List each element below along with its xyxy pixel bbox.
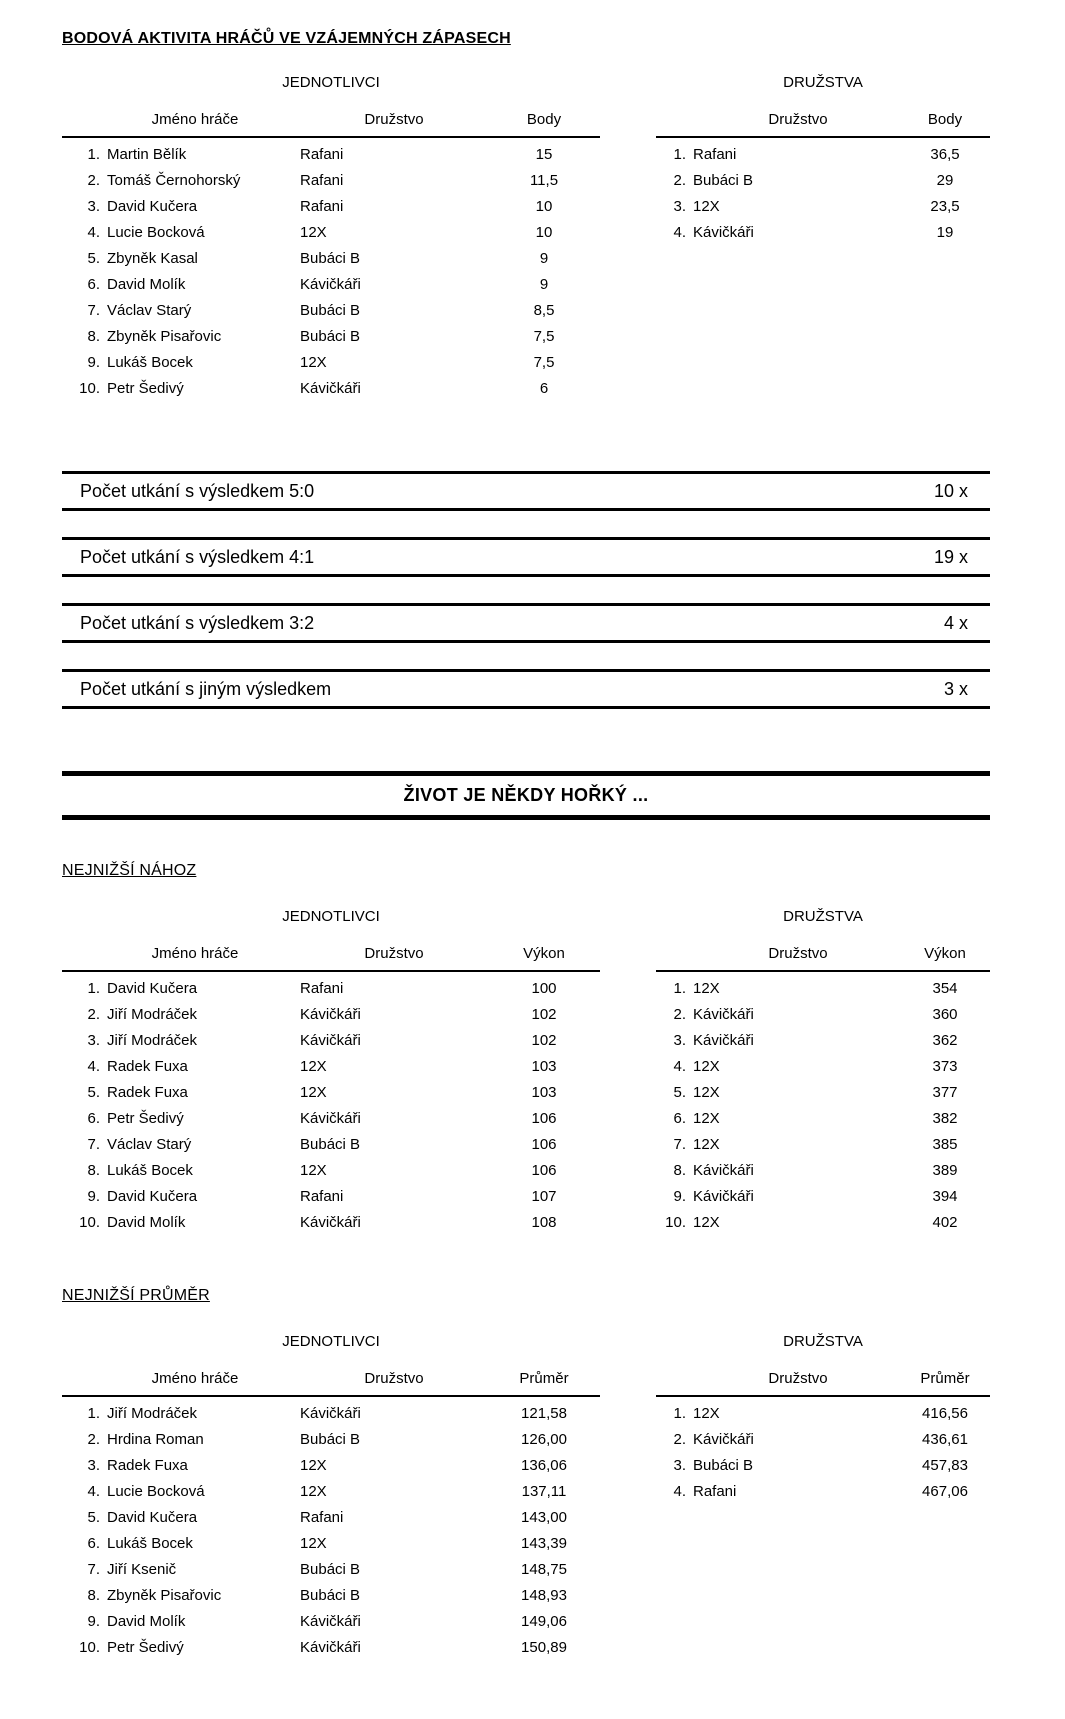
row-rank: 9. [673, 1187, 686, 1205]
row-rank: 8. [87, 1161, 100, 1179]
table-row [62, 219, 600, 245]
row-value: 15 [535, 145, 553, 163]
table-row [62, 1608, 600, 1634]
player-name: David Molík [107, 275, 186, 293]
row-rank: 10. [79, 379, 100, 397]
player-name: Hrdina Roman [107, 1430, 204, 1448]
row-rank: 3. [673, 1031, 686, 1049]
row-rank: 4. [673, 1057, 686, 1075]
table-row [62, 1426, 600, 1452]
row-value: 102 [531, 1031, 557, 1049]
table-row [656, 1426, 990, 1452]
lowest-throw-teams-table [656, 908, 990, 1235]
row-value: 360 [932, 1005, 958, 1023]
row-value: 10 [535, 223, 553, 241]
table-row [62, 1027, 600, 1053]
team-name: Kávičkáři [300, 275, 361, 293]
column-player: Jméno hráče [151, 945, 239, 962]
points-individuals-table [62, 74, 600, 401]
team-name: Bubáci B [300, 327, 361, 345]
team-name: Kávičkáři [300, 1404, 361, 1422]
row-value: 6 [539, 379, 549, 397]
row-value: 106 [531, 1135, 557, 1153]
lowest-throw-heading: NEJNIŽŠÍ NÁHOZ [62, 862, 197, 879]
row-rank: 8. [87, 327, 100, 345]
team-name: Bubáci B [693, 1456, 754, 1474]
points-teams-table [656, 74, 990, 245]
table-body [62, 141, 600, 401]
teams-heading: DRUŽSTVA [783, 1333, 863, 1350]
result-box-label: Počet utkání s výsledkem 4:1 [80, 546, 315, 567]
row-rank: 3. [87, 1031, 100, 1049]
row-value: 11,5 [529, 171, 559, 189]
player-name: Jiří Modráček [107, 1005, 198, 1023]
team-name: Kávičkáři [693, 223, 754, 241]
row-rank: 9. [87, 1612, 100, 1630]
team-name: 12X [693, 197, 720, 215]
player-name: Radek Fuxa [107, 1057, 188, 1075]
row-value: 436,61 [922, 1430, 968, 1448]
player-name: Martin Bělík [107, 145, 187, 163]
table-row [656, 1001, 990, 1027]
table-body [656, 141, 990, 245]
team-name: 12X [693, 1109, 720, 1127]
table-row [62, 245, 600, 271]
row-value: 136,06 [521, 1456, 567, 1474]
row-value: 143,39 [521, 1534, 567, 1552]
row-rank: 4. [87, 223, 100, 241]
row-rank: 4. [87, 1057, 100, 1075]
row-value: 402 [932, 1213, 958, 1231]
team-name: Rafani [693, 145, 737, 163]
table-row [62, 1400, 600, 1426]
table-row [656, 1452, 990, 1478]
row-rank: 7. [673, 1135, 686, 1153]
team-name: Bubáci B [300, 1135, 361, 1153]
teams-heading: DRUŽSTVA [783, 908, 863, 925]
player-name: Zbyněk Pisařovic [107, 327, 222, 345]
table-row [62, 1157, 600, 1183]
column-team: Družstvo [364, 111, 424, 128]
table-row [656, 1400, 990, 1426]
row-value: 467,06 [922, 1482, 968, 1500]
player-name: David Molík [107, 1612, 186, 1630]
player-name: Jiří Modráček [107, 1404, 198, 1422]
result-box-label: Počet utkání s výsledkem 3:2 [80, 612, 315, 633]
player-name: Lukáš Bocek [107, 353, 193, 371]
row-value: 7,5 [533, 353, 555, 371]
row-rank: 4. [87, 1482, 100, 1500]
row-rank: 2. [673, 1430, 686, 1448]
team-name: Kávičkáři [300, 1612, 361, 1630]
row-rank: 8. [673, 1161, 686, 1179]
table-row [656, 219, 990, 245]
row-value: 394 [932, 1187, 958, 1205]
table-row [656, 1209, 990, 1235]
row-rank: 4. [673, 1482, 686, 1500]
row-value: 7,5 [533, 327, 555, 345]
row-value: 108 [531, 1213, 557, 1231]
player-name: Lucie Bocková [107, 1482, 205, 1500]
table-header [62, 945, 600, 972]
table-header [656, 1370, 990, 1397]
column-player: Jméno hráče [151, 1370, 239, 1387]
team-name: 12X [693, 1083, 720, 1101]
team-name: Kávičkáři [693, 1161, 754, 1179]
table-row [62, 1452, 600, 1478]
row-rank: 3. [87, 1456, 100, 1474]
column-team: Družstvo [768, 111, 828, 128]
lowest-throw-individuals-table [62, 908, 600, 1235]
individuals-heading: JEDNOTLIVCI [282, 908, 380, 925]
row-value: 100 [531, 979, 557, 997]
team-name: Bubáci B [300, 1586, 361, 1604]
table-row [62, 375, 600, 401]
row-value: 9 [539, 275, 549, 293]
row-rank: 5. [87, 1083, 100, 1101]
player-name: David Kučera [107, 197, 198, 215]
column-value: Průměr [519, 1370, 569, 1387]
row-rank: 1. [87, 979, 100, 997]
team-name: Kávičkáři [300, 1005, 361, 1023]
row-rank: 6. [87, 1109, 100, 1127]
table-row [656, 1105, 990, 1131]
table-row [656, 1053, 990, 1079]
row-value: 19 [936, 223, 954, 241]
player-name: Zbyněk Kasal [107, 249, 198, 267]
player-name: Jiří Modráček [107, 1031, 198, 1049]
column-team: Družstvo [364, 1370, 424, 1387]
row-value: 137,11 [521, 1482, 567, 1500]
row-rank: 7. [87, 1135, 100, 1153]
teams-heading: DRUŽSTVA [783, 74, 863, 91]
team-name: Rafani [300, 197, 344, 215]
team-name: 12X [300, 223, 327, 241]
table-body [62, 975, 600, 1235]
team-name: Rafani [300, 979, 344, 997]
team-name: Kávičkáři [300, 1109, 361, 1127]
team-name: Kávičkáři [300, 1031, 361, 1049]
result-box-value: 19 x [933, 546, 968, 567]
row-value: 36,5 [930, 145, 960, 163]
row-value: 362 [932, 1031, 958, 1049]
row-rank: 9. [87, 353, 100, 371]
row-value: 382 [932, 1109, 958, 1127]
row-value: 148,93 [521, 1586, 567, 1604]
individuals-heading: JEDNOTLIVCI [282, 1333, 380, 1350]
result-count-box [62, 471, 990, 511]
row-value: 457,83 [922, 1456, 968, 1474]
player-name: Jiří Ksenič [107, 1560, 177, 1578]
row-rank: 1. [87, 1404, 100, 1422]
table-row [62, 1530, 600, 1556]
result-count-box [62, 669, 990, 709]
team-name: Kávičkáři [693, 1187, 754, 1205]
table-row [62, 1131, 600, 1157]
table-header [656, 111, 990, 138]
row-value: 121,58 [521, 1404, 567, 1422]
result-count-box [62, 603, 990, 643]
team-name: Bubáci B [300, 1430, 361, 1448]
row-value: 10 [535, 197, 553, 215]
row-rank: 1. [87, 145, 100, 163]
column-team: Družstvo [768, 945, 828, 962]
row-value: 143,00 [521, 1508, 567, 1526]
team-name: Kávičkáři [300, 1638, 361, 1656]
row-value: 416,56 [922, 1404, 968, 1422]
player-name: David Kučera [107, 1508, 198, 1526]
row-rank: 2. [673, 171, 686, 189]
player-name: Radek Fuxa [107, 1456, 188, 1474]
row-value: 103 [531, 1083, 557, 1101]
result-box-value: 4 x [943, 612, 968, 633]
team-name: 12X [300, 1456, 327, 1474]
player-name: David Kučera [107, 979, 198, 997]
row-rank: 6. [673, 1109, 686, 1127]
player-name: Václav Starý [107, 301, 192, 319]
row-value: 106 [531, 1109, 557, 1127]
row-rank: 4. [673, 223, 686, 241]
table-row [656, 1157, 990, 1183]
table-header [656, 945, 990, 972]
player-name: Petr Šedivý [107, 1109, 184, 1127]
player-name: Václav Starý [107, 1135, 192, 1153]
row-value: 29 [936, 171, 954, 189]
team-name: Bubáci B [300, 301, 361, 319]
table-row [62, 1504, 600, 1530]
points-section [62, 74, 990, 401]
row-rank: 1. [673, 145, 686, 163]
row-rank: 1. [673, 979, 686, 997]
column-team: Družstvo [364, 945, 424, 962]
player-name: David Kučera [107, 1187, 198, 1205]
team-name: 12X [300, 1534, 327, 1552]
lowest-average-teams-table [656, 1333, 990, 1504]
player-name: Lukáš Bocek [107, 1534, 193, 1552]
row-value: 389 [932, 1161, 958, 1179]
team-name: 12X [300, 353, 327, 371]
result-box-label: Počet utkání s jiným výsledkem [80, 678, 332, 699]
table-row [62, 141, 600, 167]
row-value: 354 [932, 979, 958, 997]
row-rank: 7. [87, 301, 100, 319]
team-name: Rafani [300, 145, 344, 163]
result-count-box [62, 537, 990, 577]
row-rank: 10. [79, 1213, 100, 1231]
table-row [656, 1027, 990, 1053]
row-value: 148,75 [521, 1560, 567, 1578]
row-rank: 2. [87, 171, 100, 189]
table-row [62, 975, 600, 1001]
result-boxes [62, 471, 990, 709]
table-row [62, 1478, 600, 1504]
table-row [62, 1556, 600, 1582]
table-row [62, 1209, 600, 1235]
player-name: Petr Šedivý [107, 379, 184, 397]
player-name: Petr Šedivý [107, 1638, 184, 1656]
team-name: Kávičkáři [693, 1005, 754, 1023]
lowest-throw-section [62, 908, 990, 1235]
row-rank: 2. [673, 1005, 686, 1023]
player-name: Tomáš Černohorský [107, 171, 241, 189]
team-name: Rafani [300, 1508, 344, 1526]
row-rank: 5. [87, 1508, 100, 1526]
table-row [62, 297, 600, 323]
player-name: Lukáš Bocek [107, 1161, 193, 1179]
individuals-heading: JEDNOTLIVCI [282, 74, 380, 91]
team-name: Kávičkáři [300, 1213, 361, 1231]
team-name: 12X [300, 1057, 327, 1075]
table-row [62, 1053, 600, 1079]
table-row [62, 1582, 600, 1608]
column-value: Výkon [924, 945, 966, 962]
team-name: 12X [300, 1482, 327, 1500]
row-rank: 5. [87, 249, 100, 267]
player-name: Zbyněk Pisařovic [107, 1586, 222, 1604]
table-row [656, 1183, 990, 1209]
row-value: 107 [531, 1187, 557, 1205]
row-value: 373 [932, 1057, 958, 1075]
team-name: Kávičkáři [693, 1031, 754, 1049]
team-name: Rafani [693, 1482, 737, 1500]
table-body [62, 1400, 600, 1660]
table-row [656, 1131, 990, 1157]
table-row [62, 349, 600, 375]
row-value: 106 [531, 1161, 557, 1179]
table-row [62, 193, 600, 219]
row-rank: 7. [87, 1560, 100, 1578]
team-name: Rafani [300, 1187, 344, 1205]
player-name: Radek Fuxa [107, 1083, 188, 1101]
table-row [62, 1079, 600, 1105]
page-title: BODOVÁ AKTIVITA HRÁČŮ VE VZÁJEMNÝCH ZÁPASECH [62, 30, 511, 47]
column-value: Výkon [523, 945, 565, 962]
row-rank: 6. [87, 275, 100, 293]
table-row [656, 1079, 990, 1105]
column-player: Jméno hráče [151, 111, 239, 128]
team-name: 12X [300, 1161, 327, 1179]
row-value: 377 [932, 1083, 958, 1101]
team-name: 12X [300, 1083, 327, 1101]
row-value: 8,5 [533, 301, 555, 319]
row-rank: 3. [673, 1456, 686, 1474]
table-row [62, 1183, 600, 1209]
row-value: 150,89 [521, 1638, 567, 1656]
team-name: Kávičkáři [693, 1430, 754, 1448]
row-rank: 10. [79, 1638, 100, 1656]
row-value: 9 [539, 249, 549, 267]
banner-text: ŽIVOT JE NĚKDY HOŘKÝ ... [62, 771, 990, 820]
row-rank: 3. [673, 197, 686, 215]
result-box-value: 3 x [943, 678, 968, 699]
column-value: Průměr [920, 1370, 970, 1387]
table-row [656, 975, 990, 1001]
table-body [656, 1400, 990, 1504]
table-row [656, 193, 990, 219]
table-row [656, 1478, 990, 1504]
table-row [62, 1634, 600, 1660]
row-value: 126,00 [521, 1430, 567, 1448]
row-rank: 8. [87, 1586, 100, 1604]
team-name: 12X [693, 1057, 720, 1075]
table-row [62, 271, 600, 297]
lowest-average-individuals-table [62, 1333, 600, 1660]
result-box-label: Počet utkání s výsledkem 5:0 [80, 480, 315, 501]
row-value: 103 [531, 1057, 557, 1075]
row-value: 149,06 [521, 1612, 567, 1630]
table-row [62, 167, 600, 193]
column-team: Družstvo [768, 1370, 828, 1387]
lowest-average-heading: NEJNIŽŠÍ PRŮMĚR [62, 1287, 210, 1304]
table-row [656, 167, 990, 193]
row-rank: 1. [673, 1404, 686, 1422]
row-rank: 9. [87, 1187, 100, 1205]
row-value: 102 [531, 1005, 557, 1023]
row-rank: 2. [87, 1430, 100, 1448]
table-header [62, 111, 600, 138]
result-box-value: 10 x [933, 480, 968, 501]
row-rank: 10. [665, 1213, 686, 1231]
table-header [62, 1370, 600, 1397]
row-value: 23,5 [930, 197, 960, 215]
table-body [656, 975, 990, 1235]
column-value: Body [927, 111, 963, 128]
team-name: Kávičkáři [300, 379, 361, 397]
table-row [62, 323, 600, 349]
team-name: 12X [693, 1213, 720, 1231]
row-rank: 6. [87, 1534, 100, 1552]
row-rank: 2. [87, 1005, 100, 1023]
team-name: Bubáci B [693, 171, 754, 189]
team-name: Bubáci B [300, 249, 361, 267]
player-name: David Molík [107, 1213, 186, 1231]
table-row [62, 1001, 600, 1027]
table-row [656, 141, 990, 167]
team-name: 12X [693, 1135, 720, 1153]
team-name: 12X [693, 979, 720, 997]
lowest-average-section [62, 1333, 990, 1660]
team-name: Rafani [300, 171, 344, 189]
column-value: Body [526, 111, 562, 128]
table-row [62, 1105, 600, 1131]
team-name: Bubáci B [300, 1560, 361, 1578]
row-rank: 3. [87, 197, 100, 215]
row-value: 385 [932, 1135, 958, 1153]
row-rank: 5. [673, 1083, 686, 1101]
player-name: Lucie Bocková [107, 223, 205, 241]
team-name: 12X [693, 1404, 720, 1422]
